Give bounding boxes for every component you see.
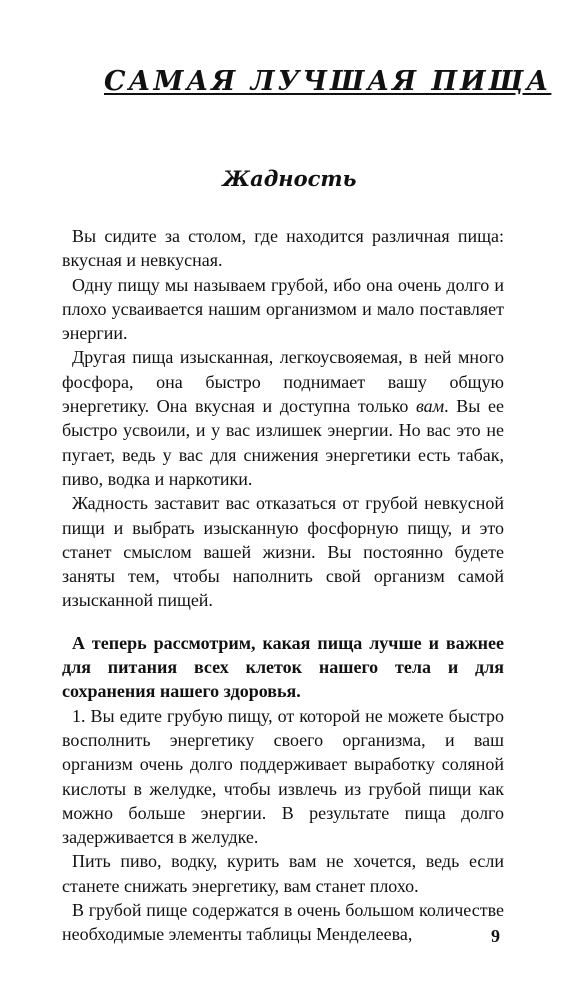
paragraph (62, 345, 504, 491)
emphasis-text: вам (415, 396, 445, 417)
bold-paragraph: А теперь рассмотрим, какая пища лучше и важнее для питания всех клеток нашего тела и для сохранения нашего здоровья. (62, 632, 504, 702)
paragraph: В грубой пище содержатся в очень большом количестве необходимые элементы таблицы Менделеева, (62, 900, 504, 945)
paragraph: Жадность заставит вас отказаться от грубой невкусной пищи и выбрать изысканную фосфорную пищу, и это станет смыслом вашей жизни. Вы постоянно будете заняты тем, чтобы наполнить свой организм самой изысканной пищей. (62, 493, 504, 611)
paragraph: Одну пищу мы называем грубой, ибо она очень долго и плохо усваивается нашим организмом и мало поставляет энергии. (62, 274, 504, 344)
paragraph: Вы сидите за столом, где находится различная пища: вкусная и невкусная. (62, 226, 504, 271)
paragraph-text: . Вы ее быстро усвоили, и у вас излишек энергии. Но вас это не пугает, ведь у вас для снижения энергетики есть табак, пиво, водка и наркотики. (62, 396, 505, 489)
paragraph-text: Другая пища изысканная, легкоусвояемая, в ней много фосфора, она быстро поднимает вашу общую энергетику. Она вкусная и доступна только (62, 347, 504, 417)
section-title: Жадность (222, 166, 357, 191)
paragraph: Пить пиво, водку, курить вам не хочется, ведь если станете снижать энергетику, вам станет плохо. (62, 851, 504, 896)
paragraph: 1. Вы едите грубую пищу, от которой не можете быстро восполнить энергетику своего организма, и ваш организм очень долго поддерживает выработку соляной кислоты в желудке, чтобы извлечь из грубой пищи как можно больше энергии. В результате пища долго задерживается в желудке. (62, 705, 504, 848)
running-header: САМАЯ ЛУЧШАЯ ПИЩА (104, 66, 552, 97)
page-number: 9 (491, 926, 500, 946)
page-body (62, 224, 504, 947)
